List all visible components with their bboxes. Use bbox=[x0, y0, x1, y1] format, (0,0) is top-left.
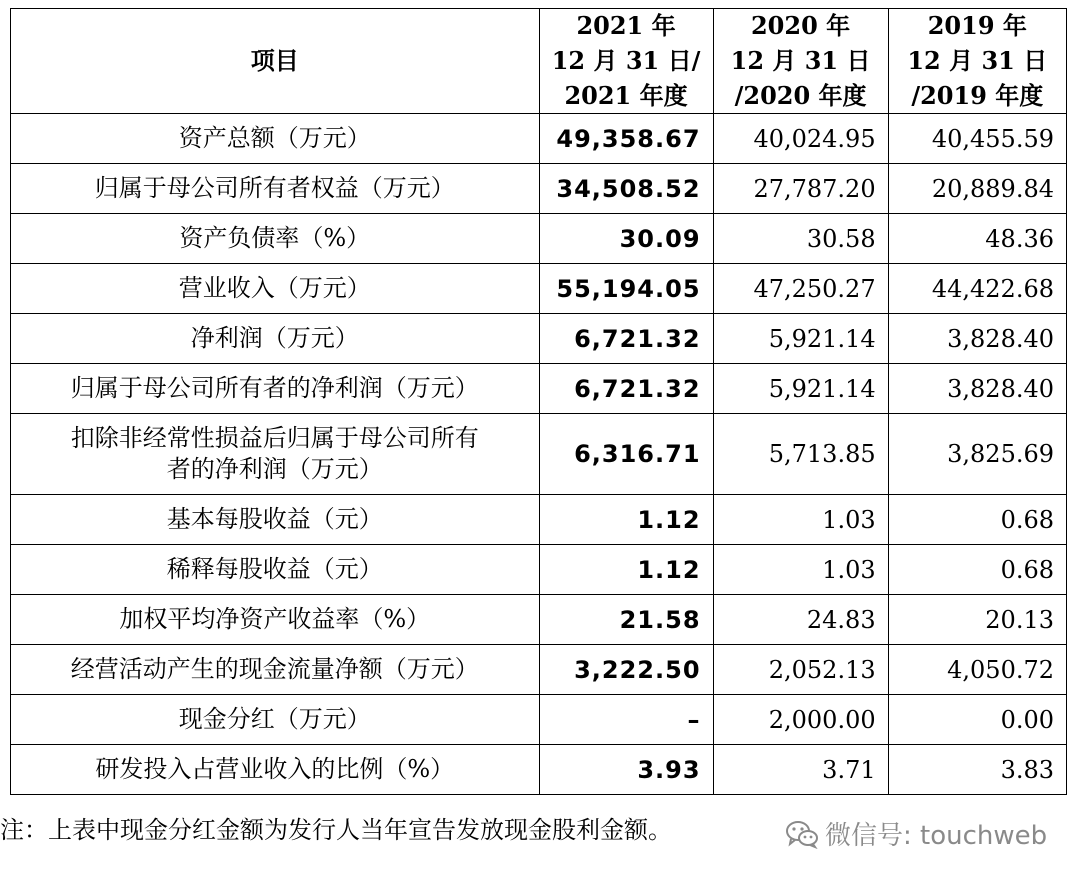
value-2020: 5,713.85 bbox=[713, 414, 888, 495]
table-row bbox=[11, 645, 1067, 695]
wechat-icon bbox=[785, 819, 819, 849]
row-item-label: 加权平均净资产收益率（%） bbox=[11, 595, 540, 645]
value-2019: 0.68 bbox=[888, 495, 1066, 545]
header-2020: 2020 年 12 月 31 日 /2020 年度 bbox=[713, 9, 888, 114]
wechat-watermark bbox=[785, 815, 1047, 852]
value-2019: 40,455.59 bbox=[888, 114, 1066, 164]
value-2019: 20.13 bbox=[888, 595, 1066, 645]
value-2021: 6,721.32 bbox=[539, 314, 713, 364]
watermark-text: 微信号: touchweb bbox=[825, 821, 1048, 851]
table-row bbox=[11, 364, 1067, 414]
header-2021: 2021 年 12 月 31 日/ 2021 年度 bbox=[539, 9, 713, 114]
value-2021: 49,358.67 bbox=[539, 114, 713, 164]
row-item-label: 营业收入（万元） bbox=[11, 264, 540, 314]
value-2019: 3.83 bbox=[888, 745, 1066, 795]
value-2021: 55,194.05 bbox=[539, 264, 713, 314]
value-2020: 30.58 bbox=[713, 214, 888, 264]
value-2021: 1.12 bbox=[539, 495, 713, 545]
table-row bbox=[11, 495, 1067, 545]
table-row bbox=[11, 114, 1067, 164]
value-2019: 3,828.40 bbox=[888, 314, 1066, 364]
row-item-label: 基本每股收益（元） bbox=[11, 495, 540, 545]
value-2019: 48.36 bbox=[888, 214, 1066, 264]
value-2021: 30.09 bbox=[539, 214, 713, 264]
header-item: 项目 bbox=[11, 9, 540, 114]
table-row bbox=[11, 214, 1067, 264]
row-item-label: 稀释每股收益（元） bbox=[11, 545, 540, 595]
row-item-label: 净利润（万元） bbox=[11, 314, 540, 364]
value-2020: 5,921.14 bbox=[713, 314, 888, 364]
value-2020: 1.03 bbox=[713, 495, 888, 545]
value-2021: – bbox=[539, 695, 713, 745]
value-2021: 6,316.71 bbox=[539, 414, 713, 495]
row-item-label: 研发投入占营业收入的比例（%） bbox=[11, 745, 540, 795]
value-2019: 4,050.72 bbox=[888, 645, 1066, 695]
value-2021: 1.12 bbox=[539, 545, 713, 595]
table-row bbox=[11, 414, 1067, 495]
table-footnote: 注：上表中现金分红金额为发行人当年宣告发放现金股利金额。 bbox=[0, 816, 672, 844]
value-2020: 2,000.00 bbox=[713, 695, 888, 745]
value-2019: 0.68 bbox=[888, 545, 1066, 595]
table-row bbox=[11, 314, 1067, 364]
row-item-label: 扣除非经常性损益后归属于母公司所有 者的净利润（万元） bbox=[11, 414, 540, 495]
value-2021: 3.93 bbox=[539, 745, 713, 795]
value-2021: 6,721.32 bbox=[539, 364, 713, 414]
value-2021: 21.58 bbox=[539, 595, 713, 645]
value-2019: 44,422.68 bbox=[888, 264, 1066, 314]
value-2020: 40,024.95 bbox=[713, 114, 888, 164]
value-2019: 3,825.69 bbox=[888, 414, 1066, 495]
value-2020: 5,921.14 bbox=[713, 364, 888, 414]
table-row bbox=[11, 595, 1067, 645]
table-row bbox=[11, 264, 1067, 314]
value-2020: 24.83 bbox=[713, 595, 888, 645]
value-2020: 27,787.20 bbox=[713, 164, 888, 214]
row-item-label: 现金分红（万元） bbox=[11, 695, 540, 745]
value-2019: 3,828.40 bbox=[888, 364, 1066, 414]
table-row bbox=[11, 545, 1067, 595]
value-2019: 20,889.84 bbox=[888, 164, 1066, 214]
header-2019: 2019 年 12 月 31 日 /2019 年度 bbox=[888, 9, 1066, 114]
value-2021: 3,222.50 bbox=[539, 645, 713, 695]
table-row bbox=[11, 164, 1067, 214]
table-row bbox=[11, 745, 1067, 795]
row-item-label: 资产总额（万元） bbox=[11, 114, 540, 164]
row-item-label: 归属于母公司所有者的净利润（万元） bbox=[11, 364, 540, 414]
row-item-label: 资产负债率（%） bbox=[11, 214, 540, 264]
value-2021: 34,508.52 bbox=[539, 164, 713, 214]
table-row bbox=[11, 695, 1067, 745]
row-item-label: 归属于母公司所有者权益（万元） bbox=[11, 164, 540, 214]
table-header-row bbox=[11, 9, 1067, 114]
value-2020: 3.71 bbox=[713, 745, 888, 795]
value-2020: 1.03 bbox=[713, 545, 888, 595]
value-2020: 2,052.13 bbox=[713, 645, 888, 695]
value-2019: 0.00 bbox=[888, 695, 1066, 745]
value-2020: 47,250.27 bbox=[713, 264, 888, 314]
financial-data-table bbox=[10, 8, 1067, 795]
row-item-label: 经营活动产生的现金流量净额（万元） bbox=[11, 645, 540, 695]
